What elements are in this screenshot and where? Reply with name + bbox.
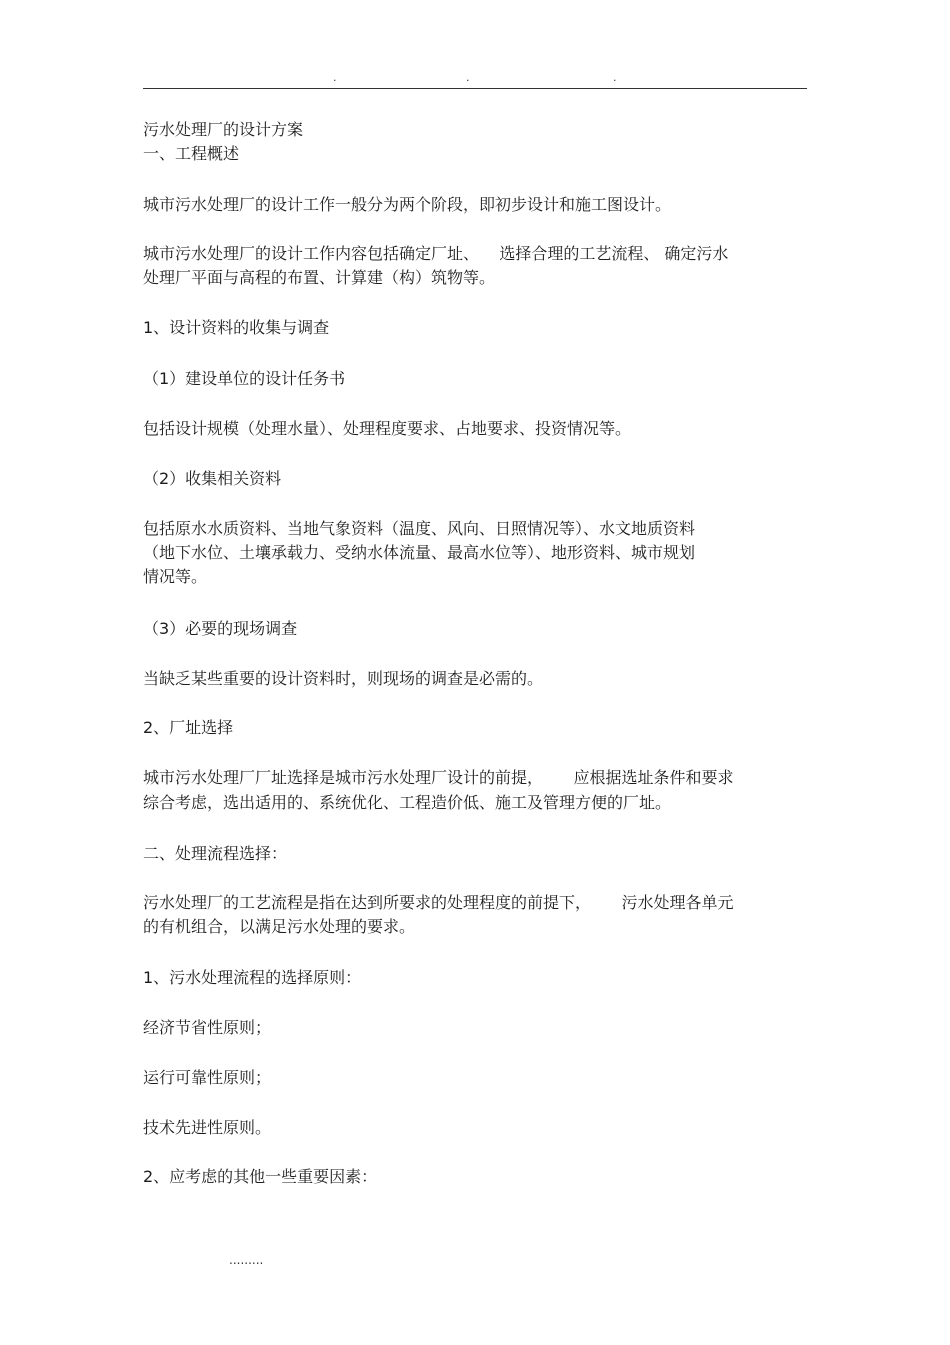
principle-advanced-technology: 技术先进性原则。 <box>143 1118 272 1137</box>
item-heading-data-collection: 1、设计资料的收集与调查 <box>143 318 330 337</box>
subheading-site-survey: （3）必要的现场调查 <box>143 619 298 638</box>
item-heading-selection-principles: 1、污水处理流程的选择原则： <box>143 968 362 987</box>
paragraph-site-selection-line1: 城市污水处理厂厂址选择是城市污水处理厂设计的前提， 应根据选址条件和要求 <box>143 768 734 787</box>
subheading-task-book: （1）建设单位的设计任务书 <box>143 369 346 388</box>
paragraph-design-content-line1: 城市污水处理厂的设计工作内容包括确定厂址、 选择合理的工艺流程、 确定污水 <box>143 244 729 263</box>
paragraph-task-book: 包括设计规模（处理水量）、处理程度要求、占地要求、投资情况等。 <box>143 419 632 438</box>
section-heading-process-selection: 二、处理流程选择： <box>143 844 288 863</box>
paragraph-related-data-line3: 情况等。 <box>143 567 208 586</box>
paragraph-design-content-line2: 处理厂平面与高程的布置、计算建（构）筑物等。 <box>143 268 496 287</box>
paragraph-process-definition-line2: 的有机组合，以满足污水处理的要求。 <box>143 917 416 936</box>
header-dot-right: . <box>613 71 617 84</box>
paragraph-site-selection-line2: 综合考虑，选出适用的、系统优化、工程造价低、施工及管理方便的厂址。 <box>143 793 672 812</box>
header-dot-center: . <box>466 71 470 84</box>
principle-reliability: 运行可靠性原则； <box>143 1068 272 1087</box>
paragraph-related-data-line2: （地下水位、土壤承载力、受纳水体流量、最高水位等）、地形资料、城市规划 <box>143 543 696 562</box>
section-heading-overview: 一、工程概述 <box>143 144 240 163</box>
paragraph-design-stages: 城市污水处理厂的设计工作一般分为两个阶段，即初步设计和施工图设计。 <box>143 195 672 214</box>
paragraph-site-survey: 当缺乏某些重要的设计资料时，则现场的调查是必需的。 <box>143 669 544 688</box>
subheading-related-data: （2）收集相关资料 <box>143 469 282 488</box>
item-heading-site-selection: 2、厂址选择 <box>143 718 234 737</box>
document-title: 污水处理厂的设计方案 <box>143 120 304 139</box>
header-divider <box>143 88 807 89</box>
header-dot-left: . <box>333 71 337 84</box>
item-heading-other-factors: 2、应考虑的其他一些重要因素： <box>143 1167 378 1186</box>
principle-economy: 经济节省性原则； <box>143 1018 272 1037</box>
paragraph-process-definition-line1: 污水处理厂的工艺流程是指在达到所要求的处理程度的前提下， 污水处理各单元 <box>143 893 734 912</box>
paragraph-related-data-line1: 包括原水水质资料、当地气象资料（温度、风向、日照情况等）、水文地质资料 <box>143 519 696 538</box>
footer-dots: ......... <box>229 1253 264 1267</box>
